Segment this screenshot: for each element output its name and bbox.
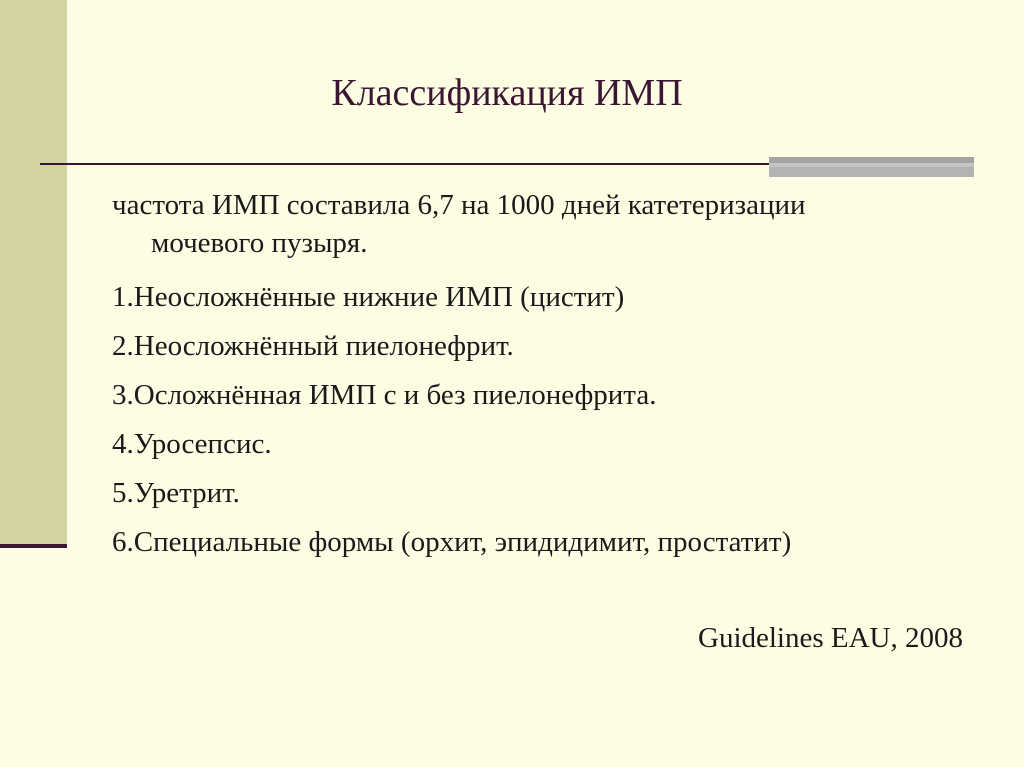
list-item: 2.Неосложнённый пиелонефрит. xyxy=(112,330,514,362)
intro-line-2: мочевого пузыря. xyxy=(151,227,368,259)
source-citation: Guidelines EAU, 2008 xyxy=(698,622,963,654)
content-body xyxy=(112,186,972,567)
list-item: 3.Осложнённая ИМП с и без пиелонефрита. xyxy=(112,379,657,411)
title-underline xyxy=(40,163,769,165)
list-item: 4.Уросепсис. xyxy=(112,428,272,460)
list-item: 1.Неосложнённые нижние ИМП (цистит) xyxy=(112,281,625,313)
side-rule xyxy=(0,544,67,548)
list-item: 5.Уретрит. xyxy=(112,477,240,509)
classification-list xyxy=(112,273,972,567)
intro-line-1: частота ИМП составила 6,7 на 1000 дней катетеризации xyxy=(112,189,806,221)
intro-paragraph xyxy=(112,186,972,262)
list-item: 6.Специальные формы (орхит, эпидидимит, простатит) xyxy=(112,526,792,558)
title-accent-bar xyxy=(769,157,974,177)
slide-title: Классификация ИМП xyxy=(331,72,683,114)
